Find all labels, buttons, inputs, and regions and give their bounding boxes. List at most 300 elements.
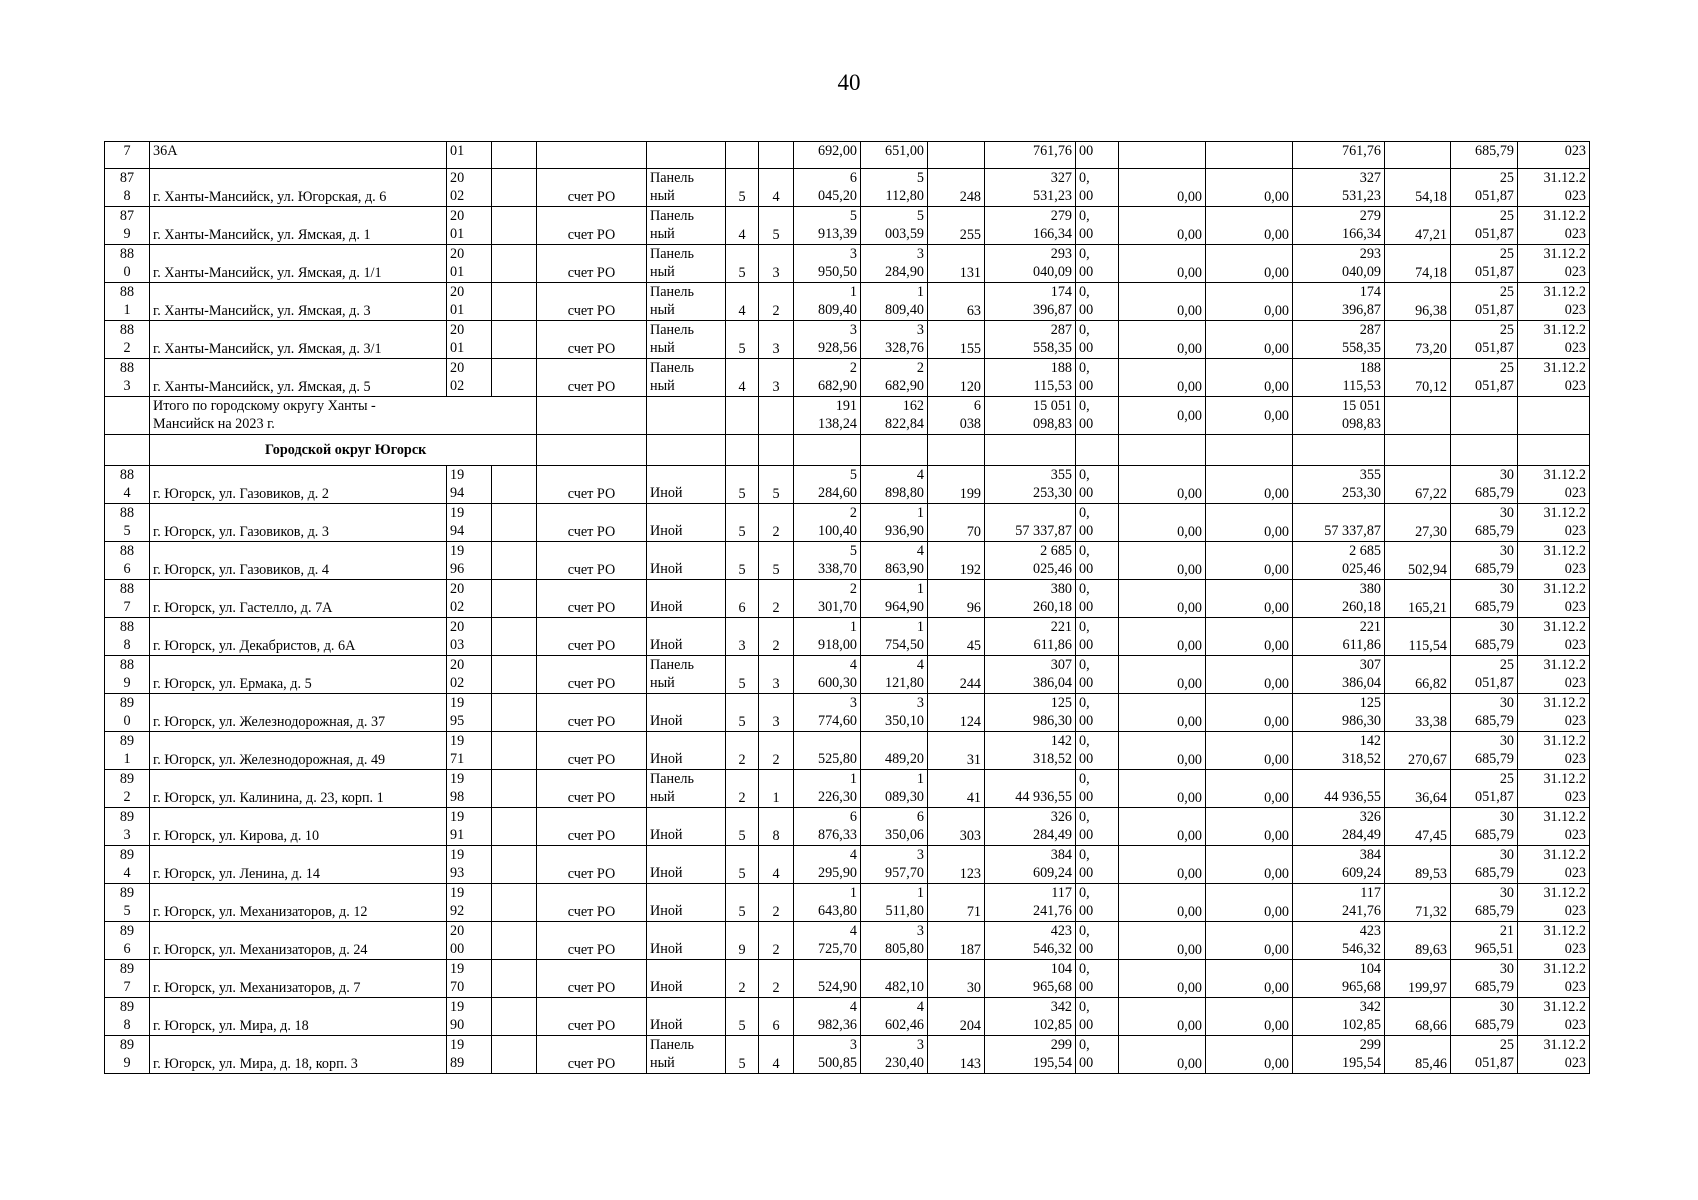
address-cell: г. Югорск, ул. Газовиков, д. 3: [150, 504, 447, 542]
area-living-cell: [861, 732, 928, 770]
line-top: 25: [1499, 246, 1514, 262]
wall-material-cell: [647, 884, 726, 922]
unit-cost-cell: 70,12: [1385, 359, 1451, 397]
budget-cell: 0,00: [1119, 466, 1206, 504]
line-bottom: 8: [123, 188, 131, 204]
cost-cell: [985, 656, 1076, 694]
area-living-cell: [861, 580, 928, 618]
area-living-cell: [861, 359, 928, 397]
date-cell: [1518, 542, 1590, 580]
line-top: 88: [119, 543, 135, 559]
line-top: 0,: [1079, 322, 1090, 338]
limit-cell: [1451, 245, 1518, 283]
fund-cell: счет РО: [537, 466, 647, 504]
fund-share-cell: [1076, 359, 1119, 397]
floors-cell: 5: [726, 1036, 759, 1074]
wall-material-cell: [647, 808, 726, 846]
line-top: 188: [1050, 360, 1072, 376]
line-bottom: 936,90: [884, 523, 924, 539]
fund-cell: счет РО: [537, 884, 647, 922]
local-budget-cell: 0,00: [1206, 808, 1293, 846]
local-budget-cell: 0,00: [1206, 770, 1293, 808]
line-bottom: 023: [1564, 941, 1586, 957]
line-bottom: Иной: [650, 751, 683, 767]
line-bottom: 44 936,55: [1015, 789, 1072, 805]
budget-cell: 0,00: [1119, 359, 1206, 397]
line-bottom: 600,30: [817, 675, 857, 691]
line-bottom: 230,40: [884, 1055, 924, 1071]
line-bottom: 685,79: [1474, 1017, 1514, 1033]
line-bottom: 876,33: [817, 827, 857, 843]
area-total-cell: [794, 998, 861, 1036]
line-bottom: 166,34: [1341, 226, 1381, 242]
unit-cost-cell: 47,21: [1385, 207, 1451, 245]
line-top: 3: [916, 322, 924, 338]
local-budget-cell: 0,00: [1206, 922, 1293, 960]
date-cell: [1518, 694, 1590, 732]
residents-cell: 96: [928, 580, 985, 618]
line-bottom: 023: [1564, 523, 1586, 539]
line-bottom: Иной: [650, 523, 683, 539]
line-bottom: 92: [450, 903, 465, 919]
line-top: 0,: [1079, 999, 1090, 1015]
line-top: 88: [119, 284, 135, 300]
total-cell: [1293, 846, 1385, 884]
row-number: [105, 466, 150, 504]
unit-cost-cell: 199,97: [1385, 960, 1451, 998]
line-bottom: 023: [1564, 599, 1586, 615]
unit-cost-cell: 85,46: [1385, 1036, 1451, 1074]
line-top: Панель: [650, 360, 694, 376]
floors-cell: 2: [726, 960, 759, 998]
budget-cell: 0,00: [1119, 884, 1206, 922]
line-bottom: 350,10: [884, 713, 924, 729]
line-bottom: 284,60: [817, 485, 857, 501]
line-bottom: Иной: [650, 599, 683, 615]
fund-share-cell: [1076, 1036, 1119, 1074]
line-top: 0,: [1079, 771, 1090, 787]
line-top: 6: [916, 809, 924, 825]
fund-share-cell: [1076, 618, 1119, 656]
line-bottom: 00: [1079, 789, 1094, 805]
line-top: 3: [916, 923, 924, 939]
local-budget-cell: 0,00: [1206, 466, 1293, 504]
residents-cell: 248: [928, 169, 985, 207]
residents-cell: 30: [928, 960, 985, 998]
wall-material-cell: [647, 732, 726, 770]
fund-cell: счет РО: [537, 321, 647, 359]
line-bottom: Иной: [650, 903, 683, 919]
table-row: [105, 732, 1590, 770]
line-top: 25: [1499, 208, 1514, 224]
address-cell: г. Югорск, ул. Ленина, д. 14: [150, 846, 447, 884]
line-bottom: 00: [1079, 485, 1094, 501]
line-top: 0,: [1079, 1037, 1090, 1053]
line-bottom: 03: [450, 637, 465, 653]
floors-cell: 6: [726, 580, 759, 618]
residents-cell: 63: [928, 283, 985, 321]
line-top: 88: [119, 322, 135, 338]
line-top: 25: [1499, 322, 1514, 338]
year-cell: [447, 283, 492, 321]
line-bottom: 57 337,87: [1324, 523, 1381, 539]
wall-material-cell: [647, 618, 726, 656]
row-number: [105, 656, 150, 694]
fund-cell: счет РО: [537, 846, 647, 884]
floors-cell: 5: [726, 694, 759, 732]
area-total-cell: [794, 245, 861, 283]
total-label: Итого по городскому округу Ханты - Мансийск на 2023 г.: [150, 397, 537, 435]
line-top: 327: [1050, 170, 1072, 186]
cost-cell: [985, 245, 1076, 283]
line-bottom: 89: [450, 1055, 465, 1071]
line-top: 355: [1359, 467, 1381, 483]
line-bottom: 195,54: [1032, 1055, 1072, 1071]
table-row: [105, 846, 1590, 884]
line-top: 1: [916, 619, 924, 635]
wall-material-cell: [647, 207, 726, 245]
line-top: 117: [1360, 885, 1381, 901]
line-top: 87: [119, 208, 135, 224]
total-cell: [1293, 245, 1385, 283]
line-top: 104: [1359, 961, 1381, 977]
area-living-cell: [861, 694, 928, 732]
row-number: [105, 1036, 150, 1074]
line-top: 20: [450, 322, 465, 338]
line-bottom: 045,20: [817, 188, 857, 204]
year-cell: [447, 169, 492, 207]
wall-material-cell: [647, 542, 726, 580]
line-top: Панель: [650, 170, 694, 186]
budget-cell: 0,00: [1119, 283, 1206, 321]
cost-cell: [985, 846, 1076, 884]
local-budget-cell: 0,00: [1206, 207, 1293, 245]
line-bottom: 95: [450, 713, 465, 729]
residents-cell: [928, 397, 985, 435]
address-cell: г. Югорск, ул. Механизаторов, д. 24: [150, 922, 447, 960]
line-top: 31.12.2: [1543, 505, 1586, 521]
line-bottom: 685,79: [1474, 485, 1514, 501]
line-bottom: 94: [450, 523, 465, 539]
floors-cell: 5: [726, 656, 759, 694]
area-total-cell: [794, 618, 861, 656]
line-top: 287: [1359, 322, 1381, 338]
cost-cell: 761,76: [985, 142, 1076, 169]
line-top: 19: [450, 847, 465, 863]
line-top: Панель: [650, 284, 694, 300]
line-bottom: 957,70: [884, 865, 924, 881]
wall-material-cell: [647, 770, 726, 808]
line-bottom: 023: [1564, 302, 1586, 318]
line-top: 88: [119, 619, 135, 635]
line-bottom: 098,83: [1032, 416, 1072, 432]
total-cell: [1293, 998, 1385, 1036]
budget-cell: 0,00: [1119, 656, 1206, 694]
line-bottom: 609,24: [1032, 865, 1072, 881]
unit-cost-cell: 36,64: [1385, 770, 1451, 808]
table-row: [105, 207, 1590, 245]
wall-material-cell: [647, 1036, 726, 1074]
line-bottom: 91: [450, 827, 465, 843]
line-bottom: 00: [1079, 751, 1094, 767]
unit-cost-cell: 270,67: [1385, 732, 1451, 770]
fund-share-cell: [1076, 846, 1119, 884]
limit-cell: [1451, 694, 1518, 732]
line-top: 279: [1050, 208, 1072, 224]
area-living-cell: [861, 922, 928, 960]
area-living-cell: [861, 245, 928, 283]
line-bottom: ный: [650, 340, 675, 356]
line-top: 0,: [1079, 695, 1090, 711]
floors-cell: 4: [726, 283, 759, 321]
table-row: [105, 245, 1590, 283]
line-bottom: 685,79: [1474, 979, 1514, 995]
year-cell: [447, 580, 492, 618]
line-top: 380: [1359, 581, 1381, 597]
limit-cell: [1451, 504, 1518, 542]
line-bottom: 100,40: [817, 523, 857, 539]
line-top: 0,: [1079, 208, 1090, 224]
total-cell: [1293, 580, 1385, 618]
fund-cell: счет РО: [537, 207, 647, 245]
unit-cost-cell: 165,21: [1385, 580, 1451, 618]
line-bottom: 965,68: [1341, 979, 1381, 995]
line-top: 19: [450, 771, 465, 787]
table-row: [105, 770, 1590, 808]
line-top: 15 051: [1341, 398, 1381, 414]
line-top: 30: [1499, 695, 1514, 711]
area-living-cell: [861, 169, 928, 207]
floors-cell: 5: [726, 245, 759, 283]
cost-cell: [985, 770, 1076, 808]
fund-share-cell: [1076, 245, 1119, 283]
local-budget-cell: 0,00: [1206, 504, 1293, 542]
address-cell: 36А: [150, 142, 447, 169]
line-top: 5: [916, 208, 924, 224]
total-cell: [1293, 1036, 1385, 1074]
line-bottom: 023: [1564, 226, 1586, 242]
residents-cell: 70: [928, 504, 985, 542]
entrances-cell: 3: [759, 359, 794, 397]
budget-cell: 0,00: [1119, 580, 1206, 618]
line-bottom: 023: [1564, 1055, 1586, 1071]
line-top: 31.12.2: [1543, 809, 1586, 825]
line-top: 287: [1050, 322, 1072, 338]
line-bottom: Иной: [650, 865, 683, 881]
local-budget-cell: 0,00: [1206, 359, 1293, 397]
year-cell: [447, 770, 492, 808]
line-top: 25: [1499, 771, 1514, 787]
table-row: [105, 808, 1590, 846]
area-living-cell: [861, 397, 928, 435]
line-bottom: 241,76: [1341, 903, 1381, 919]
line-top: 88: [119, 467, 135, 483]
line-bottom: 511,80: [885, 903, 924, 919]
line-top: 19: [450, 999, 465, 1015]
fund-share-cell: [1076, 207, 1119, 245]
line-bottom: 025,46: [1341, 561, 1381, 577]
line-top: 162: [902, 398, 924, 414]
entrances-cell: 2: [759, 580, 794, 618]
year-cell: [447, 884, 492, 922]
line-bottom: 089,30: [884, 789, 924, 805]
date-cell: [1518, 283, 1590, 321]
address-cell: г. Ханты-Мансийск, ул. Ямская, д. 1: [150, 207, 447, 245]
area-total-cell: [794, 884, 861, 922]
area-total-cell: [794, 846, 861, 884]
line-bottom: Иной: [650, 827, 683, 843]
line-bottom: 822,84: [884, 416, 924, 432]
line-bottom: 051,87: [1474, 264, 1514, 280]
housing-register-table: [104, 141, 1590, 1074]
line-top: 0,: [1079, 246, 1090, 262]
line-bottom: 00: [1079, 340, 1094, 356]
fund-share-cell: [1076, 732, 1119, 770]
line-top: 15 051: [1032, 398, 1072, 414]
total-cell: [1293, 618, 1385, 656]
line-top: 2: [849, 581, 857, 597]
line-bottom: 982,36: [817, 1017, 857, 1033]
line-top: 142: [1359, 733, 1381, 749]
section-row: [105, 435, 1590, 466]
row-number: [105, 504, 150, 542]
residents-cell: 204: [928, 998, 985, 1036]
line-bottom: 253,30: [1341, 485, 1381, 501]
residents-cell: 123: [928, 846, 985, 884]
line-bottom: 260,18: [1032, 599, 1072, 615]
line-bottom: 01: [450, 226, 465, 242]
address-cell: г. Ханты-Мансийск, ул. Ямская, д. 5: [150, 359, 447, 397]
line-bottom: 102,85: [1341, 1017, 1381, 1033]
floors-cell: 9: [726, 922, 759, 960]
address-cell: г. Ханты-Мансийск, ул. Ямская, д. 1/1: [150, 245, 447, 283]
line-top: 1: [916, 505, 924, 521]
line-bottom: 115,53: [1033, 378, 1072, 394]
line-top: Панель: [650, 1037, 694, 1053]
date-cell: [1518, 884, 1590, 922]
line-bottom: 023: [1564, 264, 1586, 280]
area-living-cell: [861, 656, 928, 694]
total-cell: [1293, 359, 1385, 397]
line-bottom: 02: [450, 675, 465, 691]
row-number: [105, 321, 150, 359]
table-row: [105, 656, 1590, 694]
date-cell: [1518, 846, 1590, 884]
line-top: 221: [1050, 619, 1072, 635]
entrances-cell: 4: [759, 169, 794, 207]
line-bottom: 023: [1564, 561, 1586, 577]
local-budget-cell: 0,00: [1206, 397, 1293, 435]
line-bottom: 965,51: [1474, 941, 1514, 957]
line-top: 327: [1359, 170, 1381, 186]
limit-cell: [1451, 960, 1518, 998]
line-top: 0,: [1079, 923, 1090, 939]
entrances-cell: 1: [759, 770, 794, 808]
line-bottom: 928,56: [817, 340, 857, 356]
line-top: 20: [450, 657, 465, 673]
cost-cell: [985, 321, 1076, 359]
fund-cell: счет РО: [537, 960, 647, 998]
total-cell: 761,76: [1293, 142, 1385, 169]
cost-cell: [985, 998, 1076, 1036]
line-bottom: 500,85: [817, 1055, 857, 1071]
local-budget-cell: 0,00: [1206, 542, 1293, 580]
line-top: 5: [849, 543, 857, 559]
address-cell: г. Югорск, ул. Ермака, д. 5: [150, 656, 447, 694]
fund-cell: счет РО: [537, 580, 647, 618]
limit-cell: [1451, 466, 1518, 504]
line-bottom: 338,70: [817, 561, 857, 577]
budget-cell: 0,00: [1119, 732, 1206, 770]
line-top: 89: [119, 999, 135, 1015]
table-row: [105, 960, 1590, 998]
line-bottom: 986,30: [1032, 713, 1072, 729]
line-bottom: 02: [450, 378, 465, 394]
wall-material-cell: [647, 922, 726, 960]
wall-material-cell: [647, 846, 726, 884]
line-bottom: 102,85: [1032, 1017, 1072, 1033]
total-cell: [1293, 169, 1385, 207]
line-top: 125: [1050, 695, 1072, 711]
line-top: 0,: [1079, 961, 1090, 977]
year-cell: [447, 846, 492, 884]
date-cell: [1518, 321, 1590, 359]
budget-cell: 0,00: [1119, 504, 1206, 542]
line-top: 326: [1050, 809, 1072, 825]
line-bottom: 023: [1564, 789, 1586, 805]
line-top: 25: [1499, 360, 1514, 376]
line-bottom: 023: [1564, 979, 1586, 995]
line-bottom: 685,79: [1474, 751, 1514, 767]
line-top: 355: [1050, 467, 1072, 483]
residents-cell: 244: [928, 656, 985, 694]
local-budget-cell: 0,00: [1206, 283, 1293, 321]
line-top: 423: [1359, 923, 1381, 939]
line-top: 104: [1050, 961, 1072, 977]
line-bottom: 023: [1564, 485, 1586, 501]
line-bottom: 098,83: [1341, 416, 1381, 432]
fund-share-cell: [1076, 321, 1119, 359]
table-row: [105, 542, 1590, 580]
cost-cell: [985, 694, 1076, 732]
unit-cost-cell: 27,30: [1385, 504, 1451, 542]
fund-cell: счет РО: [537, 1036, 647, 1074]
cost-cell: [985, 542, 1076, 580]
fund-cell: счет РО: [537, 542, 647, 580]
area-living-cell: [861, 960, 928, 998]
line-top: 2: [849, 360, 857, 376]
entrances-cell: 2: [759, 922, 794, 960]
line-top: 19: [450, 733, 465, 749]
area-living-cell: [861, 321, 928, 359]
wall-material-cell: [647, 998, 726, 1036]
unit-cost-cell: 33,38: [1385, 694, 1451, 732]
limit-cell: [1451, 580, 1518, 618]
line-top: 221: [1359, 619, 1381, 635]
line-top: 89: [119, 733, 135, 749]
line-bottom: 284,90: [884, 264, 924, 280]
line-bottom: 00: [1079, 903, 1094, 919]
budget-cell: 0,00: [1119, 846, 1206, 884]
line-bottom: 00: [1079, 827, 1094, 843]
local-budget-cell: 0,00: [1206, 580, 1293, 618]
area-living-cell: [861, 207, 928, 245]
line-top: 0,: [1079, 170, 1090, 186]
limit-cell: [1451, 359, 1518, 397]
residents-cell: 45: [928, 618, 985, 656]
line-bottom: 396,87: [1032, 302, 1072, 318]
area-living-cell: [861, 466, 928, 504]
